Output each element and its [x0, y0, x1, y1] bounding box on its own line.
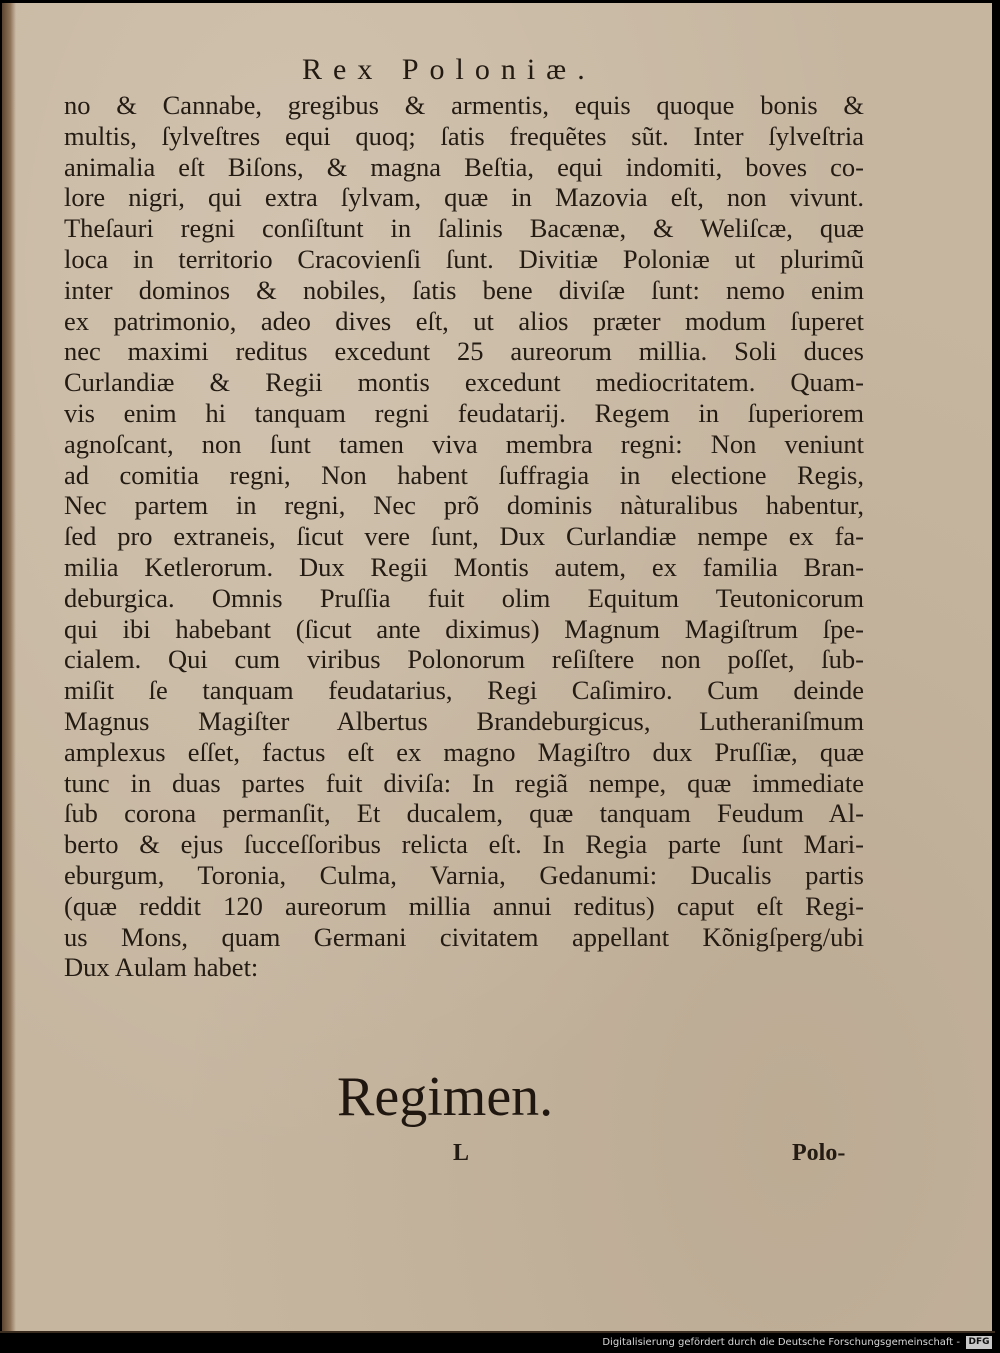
body-line: berto & ejus ſucceſſoribus relicta eſt. In Regia parte ſunt Mari-: [64, 829, 864, 860]
body-line: Dux Aulam habet:: [64, 952, 259, 983]
body-line: nec maximi reditus excedunt 25 aureorum millia. Soli duces: [64, 336, 864, 367]
running-head: Rex Poloniæ.: [302, 53, 596, 86]
body-line: lore nigri, qui extra ſylvam, quæ in Mazovia eſt, non vivunt.: [64, 182, 864, 213]
body-line: eburgum, Toronia, Culma, Varnia, Gedanumi: Ducalis partis: [64, 859, 864, 890]
body-line: inter dominos & nobiles, ſatis bene diviſæ ſunt: nemo enim: [64, 274, 864, 305]
body-line: qui ibi habebant (ſicut ante diximus) Magnum Magiſtrum ſpe-: [64, 613, 864, 644]
body-line: Theſauri regni conſiſtunt in ſalinis Bacænæ, & Weliſcæ, quæ: [64, 213, 864, 244]
body-line: us Mons, quam Germani civitatem appellant Kõnigſperg/ubi: [64, 921, 864, 952]
body-line: ad comitia regni, Non habent ſuffragia in electione Regis,: [64, 459, 864, 490]
body-line: ex patrimonio, adeo dives eſt, ut alios præter modum ſuperet: [64, 305, 864, 336]
body-line: loca in territorio Cracovienſi ſunt. Divitiæ Poloniæ ut plurimũ: [64, 243, 864, 274]
body-line: Magnus Magiſter Albertus Brandeburgicus, Lutheraniſmum: [64, 705, 864, 736]
body-text: [64, 90, 864, 983]
body-line: amplexus eſſet, factus eſt ex magno Magiſtro dux Pruſſiæ, quæ: [64, 736, 864, 767]
body-line: milia Ketlerorum. Dux Regii Montis autem, ex familia Bran-: [64, 551, 864, 582]
scanned-page: [2, 3, 992, 1331]
body-line: ſed pro extraneis, ſicut vere ſunt, Dux Curlandiæ nempe ex fa-: [64, 521, 864, 552]
body-line: Curlandiæ & Regii montis excedunt mediocritatem. Quam-: [64, 367, 864, 398]
body-line: cialem. Qui cum viribus Polonorum reſiſtere non poſſet, ſub-: [64, 644, 864, 675]
catchword: Polo-: [792, 1140, 846, 1166]
body-line: ſub corona permanſit, Et ducalem, quæ tanquam Feudum Al-: [64, 798, 864, 829]
body-line: Nec partem in regni, Nec prõ dominis nàturalibus habentur,: [64, 490, 864, 521]
body-line: miſit ſe tanquam feudatarius, Regi Caſimiro. Cum deinde: [64, 675, 864, 706]
page-bottom-edge: [0, 1331, 995, 1333]
signature-mark: L: [453, 1140, 470, 1166]
body-line: agnoſcant, non ſunt tamen viva membra regni: Non veniunt: [64, 428, 864, 459]
digitization-credit: Digitalisierung gefördert durch die Deutsche Forschungsgemeinschaft -: [602, 1337, 960, 1348]
page-gutter-shadow: [2, 3, 16, 1331]
body-line: tunc in duas partes fuit diviſa: In regiã nempe, quæ immediate: [64, 767, 864, 798]
body-line: animalia eſt Biſons, & magna Beſtia, equi indomiti, boves co-: [64, 151, 864, 182]
body-line: deburgica. Omnis Pruſſia fuit olim Equitum Teutonicorum: [64, 582, 864, 613]
body-line: multis, ſylveſtres equi quoq; ſatis frequẽtes sũt. Inter ſylveſtria: [64, 120, 864, 151]
body-line: vis enim hi tanquam regni feudatarij. Regem in ſuperiorem: [64, 397, 864, 428]
body-line: (quæ reddit 120 aureorum millia annui reditus) caput eſt Regi-: [64, 890, 864, 921]
dfg-logo-icon: DFG: [966, 1336, 992, 1349]
section-heading: Regimen.: [337, 1066, 554, 1128]
body-line: no & Cannabe, gregibus & armentis, equis quoque bonis &: [64, 90, 864, 120]
